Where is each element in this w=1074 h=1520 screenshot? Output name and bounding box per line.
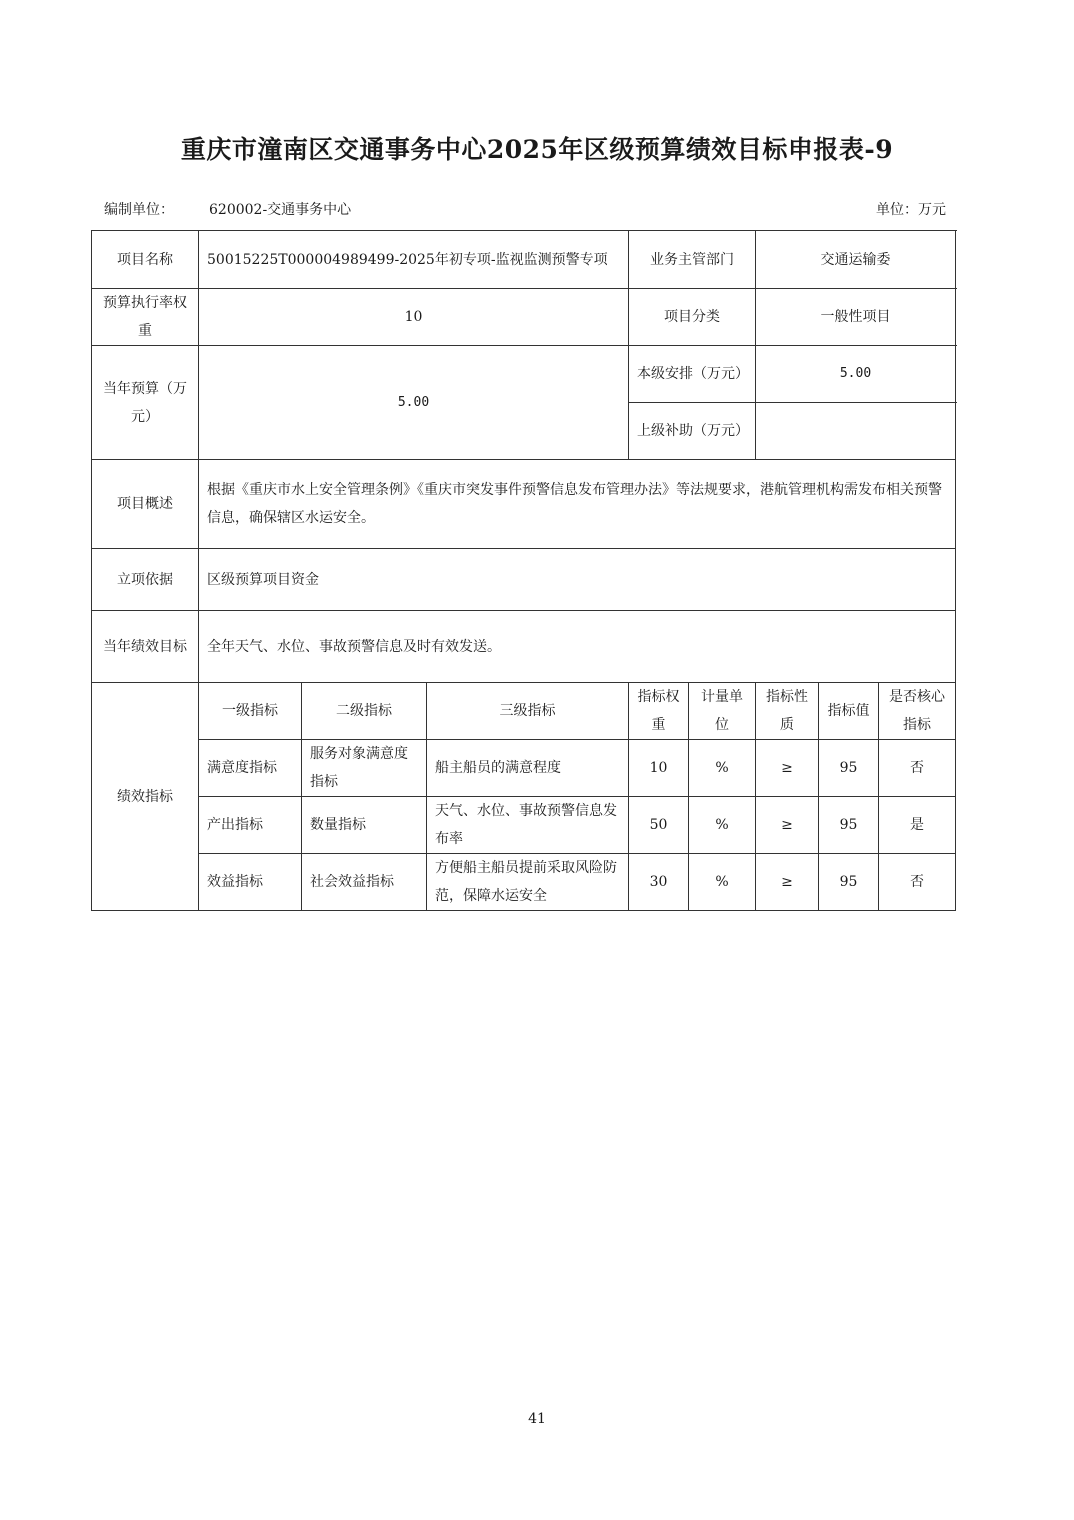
unit-label: 编制单位： (104, 202, 174, 218)
indicator-l2: 服务对象满意度指标 (302, 740, 427, 797)
basis-value: 区级预算项目资金 (199, 549, 956, 611)
indicator-unit: % (689, 797, 756, 854)
budget-performance-table (91, 230, 956, 911)
indicator-l3: 船主船员的满意程度 (427, 740, 629, 797)
indicator-core: 否 (879, 854, 956, 911)
row-rate (92, 289, 956, 346)
indicator-core: 否 (879, 740, 956, 797)
indicator-l1: 满意度指标 (199, 740, 302, 797)
rate-value: 10 (199, 289, 629, 346)
goal-value: 全年天气、水位、事故预警信息及时有效发送。 (199, 611, 956, 683)
upper-value (756, 403, 956, 460)
row-budget-local (92, 346, 956, 403)
project-name-label: 项目名称 (92, 231, 199, 289)
indicator-l2: 社会效益指标 (302, 854, 427, 911)
indicator-unit: % (689, 854, 756, 911)
page-number: 41 (528, 1411, 546, 1427)
table-row (92, 854, 956, 911)
header-core: 是否核心指标 (879, 683, 956, 740)
header-unit: 计量单位 (689, 683, 756, 740)
category-value: 一般性项目 (756, 289, 956, 346)
row-basis (92, 549, 956, 611)
page-title: 重庆市潼南区交通事务中心2025年区级预算绩效目标申报表-9 (180, 135, 894, 164)
indicator-l3: 方便船主船员提前采取风险防范，保障水运安全 (427, 854, 629, 911)
local-label: 本级安排（万元） (629, 346, 756, 403)
row-goal (92, 611, 956, 683)
header-l3: 三级指标 (427, 683, 629, 740)
indicator-weight: 30 (629, 854, 689, 911)
goal-label: 当年绩效目标 (92, 611, 199, 683)
indicator-core: 是 (879, 797, 956, 854)
header-weight: 指标权重 (629, 683, 689, 740)
indicator-header-row (92, 683, 956, 740)
indicator-nature: ≥ (756, 797, 819, 854)
indicator-nature: ≥ (756, 854, 819, 911)
budget-label: 当年预算（万元） (92, 346, 199, 460)
project-name-value: 50015225T000004989499-2025年初专项-监视监测预警专项 (199, 231, 629, 289)
indicator-weight: 50 (629, 797, 689, 854)
overview-label: 项目概述 (92, 460, 199, 549)
basis-label: 立项依据 (92, 549, 199, 611)
category-label: 项目分类 (629, 289, 756, 346)
indicator-value: 95 (819, 740, 879, 797)
row-project-name (92, 231, 956, 289)
header-nature: 指标性质 (756, 683, 819, 740)
indicator-value: 95 (819, 854, 879, 911)
indicator-nature: ≥ (756, 740, 819, 797)
table-row (92, 740, 956, 797)
indicators-label: 绩效指标 (92, 683, 199, 911)
row-overview (92, 460, 956, 549)
indicator-unit: % (689, 740, 756, 797)
header-l1: 一级指标 (199, 683, 302, 740)
upper-label: 上级补助（万元） (629, 403, 756, 460)
indicator-l1: 产出指标 (199, 797, 302, 854)
rate-label: 预算执行率权重 (92, 289, 199, 346)
header-value: 指标值 (819, 683, 879, 740)
local-value: 5.00 (756, 346, 956, 403)
indicator-weight: 10 (629, 740, 689, 797)
currency-unit: 单位：万元 (876, 202, 946, 218)
dept-label: 业务主管部门 (629, 231, 756, 289)
unit-value: 620002-交通事务中心 (209, 202, 352, 218)
header-l2: 二级指标 (302, 683, 427, 740)
table-row (92, 797, 956, 854)
overview-value: 根据《重庆市水上安全管理条例》《重庆市突发事件预警信息发布管理办法》等法规要求，港航管理机构需发布相关预警信息，确保辖区水运安全。 (199, 460, 956, 549)
indicator-l3: 天气、水位、事故预警信息发布率 (427, 797, 629, 854)
indicator-l2: 数量指标 (302, 797, 427, 854)
indicator-l1: 效益指标 (199, 854, 302, 911)
budget-value: 5.00 (199, 346, 629, 460)
dept-value: 交通运输委 (756, 231, 956, 289)
indicator-value: 95 (819, 797, 879, 854)
